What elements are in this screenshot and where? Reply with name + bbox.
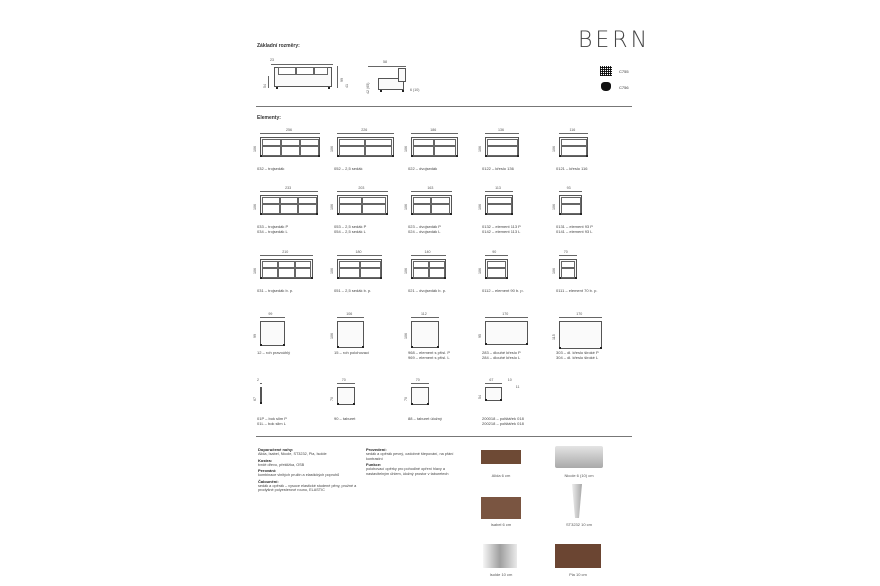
foot-marker [559,347,561,349]
leather-hide-icon [601,82,611,91]
back-cushion [362,197,386,204]
element-caption: 0112 – element 90 b. p. [482,288,524,293]
info-legs-heading: Doporučené nohy: [258,447,294,452]
element-caption: 15 – roh polohovací [334,350,370,355]
depth-label: 106 [404,146,408,152]
width-label: 210 [282,250,289,254]
width-label: 112 [421,312,427,316]
element-caption-alt: 01L – bok slim L [257,421,286,426]
dim-line [260,255,313,256]
foot-marker [500,399,502,401]
divider-2 [256,436,632,437]
seat-cushion [262,204,280,214]
element-caption: 051 – 2,5 sedák b. p. [334,288,372,293]
dim-line [485,317,528,318]
width-label: 233 [285,186,292,190]
width-label: 226 [361,128,368,132]
element-caption: 033 – trojsedák P [257,224,289,229]
back-cushion [429,261,445,268]
element-caption: 12 – roh pravoúhlý [257,350,291,355]
foot-marker [600,347,602,349]
foot-alida-label: Alida 6 cm [491,473,511,478]
seat-cushion [262,146,281,156]
element-caption-alt: 200218 – polštářek 018 [482,421,524,426]
seat-cushion [487,268,507,278]
width-label: 180 [355,250,362,254]
seat-cushion [561,204,581,214]
foot-marker [260,213,262,215]
dim-line [485,133,519,134]
foot-marker [318,155,320,157]
back-cushion [262,139,281,146]
foot-marker [411,403,413,405]
depth-label: 95 [478,333,482,338]
foot-marker [450,213,452,215]
info-right [366,447,466,477]
foot-marker [316,213,318,215]
info-frame-heading: Kostra: [258,457,273,463]
width-label: 99 [268,312,273,316]
seat-cushion [365,146,392,156]
back-cushion [413,197,432,204]
depth-label: 106 [478,268,482,274]
element-drawing [411,321,439,348]
seat-cushion [487,146,518,156]
element-caption: 053 – 2,5 sedák P [334,224,367,229]
back-cushion [339,261,360,268]
depth-label: 106 [253,268,257,274]
depth-label: 99 [253,334,257,339]
element-caption-alt: 284 – dlouhé křeslo L [482,355,521,360]
depth-label: 106 [330,146,334,152]
dim-line [337,383,355,384]
dim-line [411,317,439,318]
depth-label: 106 [253,204,257,210]
element-caption: 90 – taburet [334,416,356,421]
back-cushion [434,139,456,146]
seat-cushion [280,204,298,214]
width-label: 116 [569,128,576,132]
width-label: 93 [566,186,571,190]
foot-marker [392,155,394,157]
foot-marker [485,213,487,215]
back-cushion [262,197,280,204]
element-drawing [337,321,364,348]
foot-marker [411,213,413,215]
foot-marker [485,399,487,401]
info-frame-text: tvrdé dřevo, překližka, OSB [258,462,305,467]
dim-e: 58 [383,60,387,64]
dim-a: 23 [270,58,274,62]
foot-marker [559,213,561,215]
element-caption-alt: 969 – element s přísl. L [408,355,450,360]
element-caption: 0121 – křeslo 116 [556,166,588,171]
foot-marker [260,155,262,157]
element-caption: 0122 – křeslo 136 [482,166,514,171]
element-caption: 052 – 2,5 sedák [334,166,363,171]
element-caption: 88 – taburet úložný [408,416,443,421]
element-caption: 021 – dvojsedák b. p. [408,288,447,293]
seat-cushion [487,204,512,214]
back-cushion [298,197,316,204]
foot-isabel-image [481,497,521,519]
basic-dimensions-title: Základní rozměry: [257,43,300,49]
width-label: 186 [430,128,437,132]
seat-cushion [298,204,316,214]
back-cushion [339,139,366,146]
divider-1 [256,106,632,107]
depth-label: 67 [253,396,257,401]
seat-cushion [360,268,381,278]
element-caption: 022 – dvojsedák [408,166,438,171]
element-caption: 283 – dlouhé křeslo P [482,350,521,355]
element-caption: 0111 – element 70 b. p. [556,288,598,293]
depth-label: 106 [552,204,556,210]
width-label: 90 [492,250,497,254]
foot-isolde-label: Isolde 10 cm [489,572,513,577]
foot-marker [485,277,487,279]
foot-marker [427,403,429,405]
dim-b: 54 [263,84,267,88]
dim-f: 42 (65) [366,82,370,94]
depth-label: 106 [478,204,482,210]
seat-cushion [413,204,432,214]
dim-line [411,383,429,384]
element-caption-alt: 0142 – element 113 L [482,229,521,234]
element-caption: 032 – trojsedák [257,166,285,171]
foot-marker [337,155,339,157]
foot-pia-label: Pia 10 cm [569,572,587,577]
element-caption: 303 – dl. křeslo široké P [556,350,599,355]
dim-d: 41 [345,84,349,88]
foot-st3232-image [572,484,582,518]
depth-label: 106 [330,268,334,274]
info-finish-heading: Provedení: [366,447,387,452]
back-cushion [278,261,295,268]
back-cushion [487,197,512,204]
element-caption: 0131 – element 93 P [556,224,593,229]
dim-line [260,317,285,318]
seat-cushion [339,204,363,214]
fabric-swatch-icon [600,66,612,76]
info-springs-text: kombinace vlnitých pružin a elastických popruhů [258,473,340,478]
width-label: 67 [489,378,494,382]
element-caption: 031 – trojsedák b. p. [257,288,294,293]
element-caption: 968 – element s přísl. P [408,350,451,355]
element-caption: 200018 – polštářek 018 [482,416,524,421]
foot-alida-image [481,450,521,464]
depth-label: 106 [404,204,408,210]
seat-cushion [431,204,450,214]
foot-marker [444,277,446,279]
foot-marker [506,277,508,279]
seat-cushion [278,268,295,278]
element-caption-alt: 034 – trojsedák L [257,229,288,234]
foot-marker [283,344,285,346]
width-label: 170 [502,312,509,316]
foot-marker [485,343,487,345]
foot-st3232-label: ST3232 10 cm [565,522,592,527]
foot-nicole-label: Nicole 6 (10) cm [564,473,594,478]
dim-line [559,191,582,192]
foot-pia-image [555,544,601,568]
foot-marker [559,155,561,157]
width-label: 113 [495,186,501,190]
foot-marker [411,155,413,157]
element-caption-alt: 054 – 2,5 sedák L [334,229,366,234]
element-drawing [485,321,528,345]
width-label: 106 [346,312,353,316]
seat-cushion [429,268,445,278]
back-cushion [262,261,279,268]
back-cushion [360,261,381,268]
foot-marker [437,346,439,348]
seat-cushion [339,146,366,156]
dim-line [337,191,388,192]
foot-marker [559,277,561,279]
dim-line [411,191,452,192]
seat-cushion [295,268,312,278]
depth-label: 70 [330,396,334,401]
foot-marker [575,277,577,279]
depth-label: 106 [253,146,257,152]
foot-marker [311,277,313,279]
width-label: 170 [576,312,583,316]
seat-cushion [413,146,435,156]
depth-label: 54 [478,394,482,399]
back-cushion [431,197,450,204]
element-caption: 023 – dvojsedák P [408,224,441,229]
foot-nicole-image [555,446,603,468]
seat-cushion [561,146,587,156]
dim-line [411,255,446,256]
legend-c756: C756 [619,85,629,90]
width-label: 70 [415,378,420,382]
seat-cushion [339,268,360,278]
width-label: 70 [341,378,346,382]
foot-marker [517,155,519,157]
dim-line [260,383,262,384]
foot-marker [260,277,262,279]
foot-marker [485,155,487,157]
element-drawing [260,321,285,346]
dim-line [485,383,502,384]
back-cushion [561,261,576,268]
foot-isabel-label: Isabel 6 cm [490,522,512,527]
dim-line [559,255,577,256]
dim-line [411,133,458,134]
width-label: 256 [286,128,292,132]
foot-marker [337,346,339,348]
element-caption: 01P – bok slim P [257,416,287,421]
foot-marker [526,343,528,345]
back-cushion [339,197,363,204]
dim-g: 6 (10) [410,88,420,92]
elements-title: Elementy: [257,115,281,121]
dim-c: 99 [340,78,344,82]
depth-label: 106 [478,146,482,152]
foot-marker [580,213,582,215]
element-caption-alt: 0141 – element 93 L [556,229,593,234]
element-caption: 0132 – element 113 P [482,224,521,229]
info-springs-heading: Perování: [258,468,277,474]
brand-logo: BERN [578,28,651,53]
legend-c755: C755 [619,69,629,74]
width-label: 2 [257,378,259,382]
back-cushion [413,261,429,268]
element-caption-alt: 024 – dvojsedák L [408,229,441,234]
foot-marker [586,155,588,157]
foot-marker [511,213,513,215]
seat-cushion [300,146,319,156]
depth-label: 106 [404,268,408,274]
foot-marker [362,346,364,348]
depth-label: 106 [552,146,556,152]
dim-line [485,191,513,192]
foot-marker [260,344,262,346]
depth-label: 106 [330,333,334,340]
dim-line [337,317,364,318]
width-label: 203 [358,186,365,190]
seat-cushion [262,268,279,278]
info-function-text: polohovací opěrky pro pohodlné opření hlavy a nastavitelným úhlem, úložný prostor v taburetech [366,467,449,476]
dim-line [260,191,318,192]
back-cushion [561,197,581,204]
foot-marker [411,277,413,279]
dim-line [559,133,588,134]
depth-label: 106 [552,268,556,274]
seat-cushion [281,146,300,156]
depth-label: 106 [330,204,334,210]
foot-isolde-image [483,544,517,568]
dim-line [485,255,508,256]
seat-cushion [561,268,576,278]
foot-marker [386,213,388,215]
back-cushion [365,139,392,146]
pillow-width-label: 10 [507,378,512,382]
foot-marker [337,403,339,405]
width-label: 136 [498,128,504,132]
info-legs-text: Alida, Isabel, Nicole, ST3232, Pia, Isolde [258,452,327,456]
foot-marker [411,346,413,348]
back-cushion [280,197,298,204]
depth-label: 106 [404,333,408,340]
width-label: 140 [424,250,431,254]
dim-line [337,133,394,134]
back-cushion [300,139,319,146]
info-upholstery-heading: Čalounění: [258,478,279,484]
depth-label: 115 [552,334,556,340]
seat-cushion [413,268,429,278]
back-cushion [561,139,587,146]
seat-cushion [434,146,456,156]
foot-marker [380,277,382,279]
element-caption-alt: 304 – dl. křeslo široké L [556,355,599,360]
info-left [258,447,358,494]
foot-marker [337,277,339,279]
back-cushion [295,261,312,268]
back-cushion [487,261,507,268]
back-cushion [281,139,300,146]
width-label: 70 [563,250,568,254]
pillow-height-label: 11 [515,385,520,389]
foot-marker [456,155,458,157]
foot-marker [260,402,262,404]
info-upholstery-text: sedák a opěrák – vysoce elastické studené pěny, pružné a prodyšné polyesterové rouno, ELASTIC [258,483,357,493]
foot-marker [353,403,355,405]
width-label: 163 [427,186,434,190]
back-cushion [413,139,435,146]
back-cushion [487,139,518,146]
info-function-heading: Funkce: [366,462,382,468]
depth-label: 70 [404,396,408,401]
dim-line [260,133,320,134]
dim-line [559,317,602,318]
seat-cushion [362,204,386,214]
dim-line [337,255,382,256]
foot-marker [337,213,339,215]
element-drawing [559,321,602,349]
info-finish-text: sedák a opěrák pevný, ozdobné štepování, na přání kontrastní [366,452,454,461]
